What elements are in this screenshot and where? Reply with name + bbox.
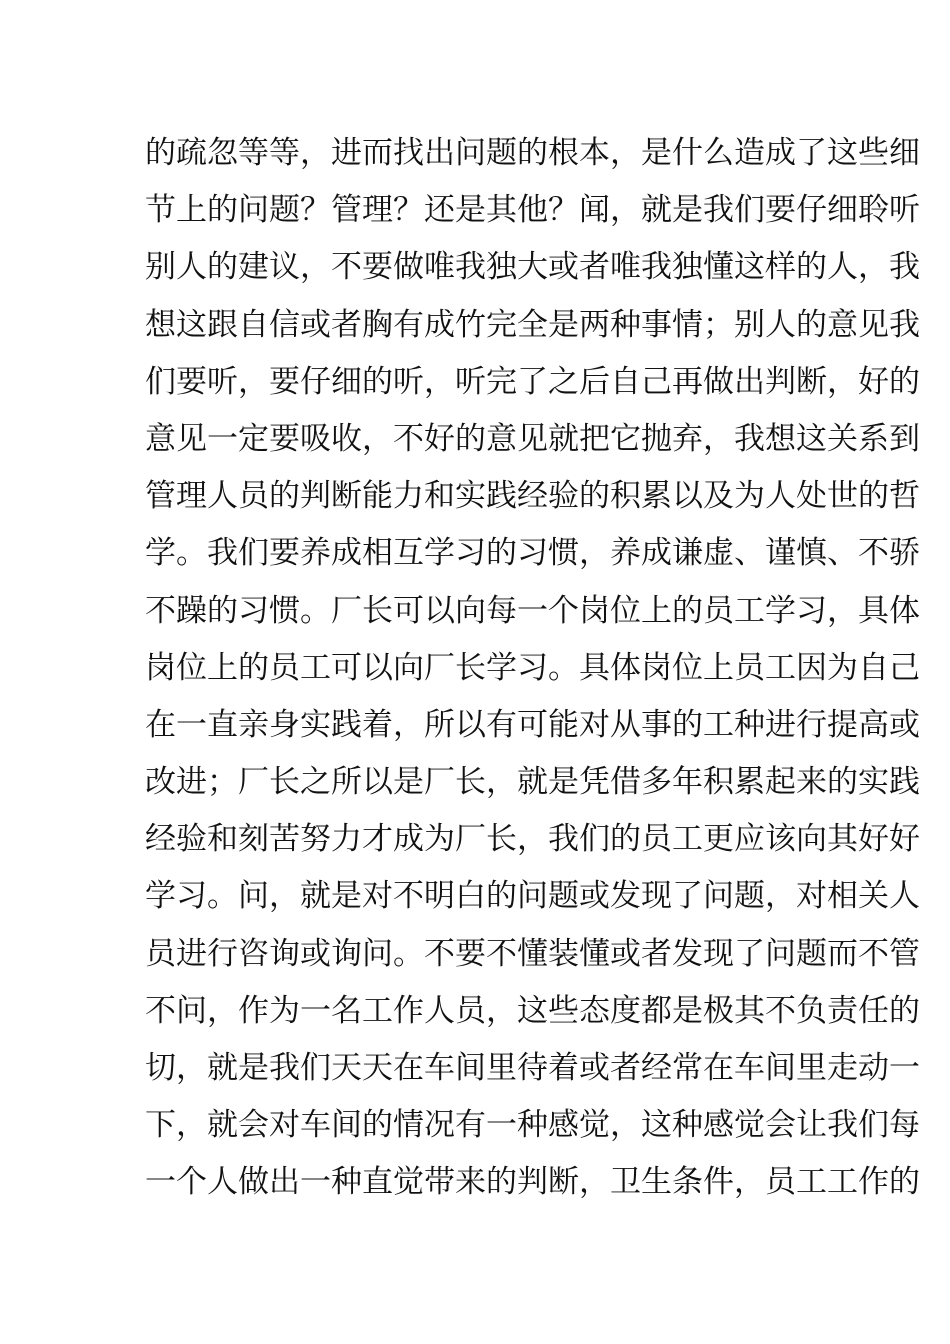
text-line: 节上的问题？管理？还是其他？闻，就是我们要仔细聆听 [145, 192, 920, 229]
text-line: 想这跟自信或者胸有成竹完全是两种事情；别人的意见我 [145, 306, 920, 343]
body-text [145, 125, 920, 1212]
text-line: 不问，作为一名工作人员，这些态度都是极其不负责任的 [145, 992, 920, 1029]
text-line: 们要听，要仔细的听，听完了之后自己再做出判断，好的 [145, 363, 920, 400]
text-line: 管理人员的判断能力和实践经验的积累以及为人处世的哲 [145, 478, 920, 515]
text-line: 下，就会对车间的情况有一种感觉，这种感觉会让我们每 [145, 1107, 920, 1144]
text-line: 学。我们要养成相互学习的习惯，养成谦虚、谨慎、不骄 [145, 535, 920, 572]
text-line: 岗位上的员工可以向厂长学习。具体岗位上员工因为自己 [145, 649, 920, 686]
text-line: 学习。问，就是对不明白的问题或发现了问题，对相关人 [145, 878, 920, 915]
text-line: 员进行咨询或询问。不要不懂装懂或者发现了问题而不管 [145, 935, 920, 972]
text-line: 不躁的习惯。厂长可以向每一个岗位上的员工学习，具体 [145, 592, 920, 629]
text-line: 在一直亲身实践着，所以有可能对从事的工种进行提高或 [145, 706, 920, 743]
text-line: 一个人做出一种直觉带来的判断，卫生条件，员工工作的 [145, 1164, 920, 1201]
text-line: 意见一定要吸收，不好的意见就把它抛弃，我想这关系到 [145, 420, 920, 457]
text-line: 经验和刻苦努力才成为厂长，我们的员工更应该向其好好 [145, 821, 920, 858]
text-line: 改进；厂长之所以是厂长，就是凭借多年积累起来的实践 [145, 764, 920, 801]
text-line: 切，就是我们天天在车间里待着或者经常在车间里走动一 [145, 1050, 920, 1086]
text-line: 的疏忽等等，进而找出问题的根本，是什么造成了这些细 [145, 135, 920, 171]
text-line: 别人的建议，不要做唯我独大或者唯我独懂这样的人，我 [145, 249, 920, 286]
